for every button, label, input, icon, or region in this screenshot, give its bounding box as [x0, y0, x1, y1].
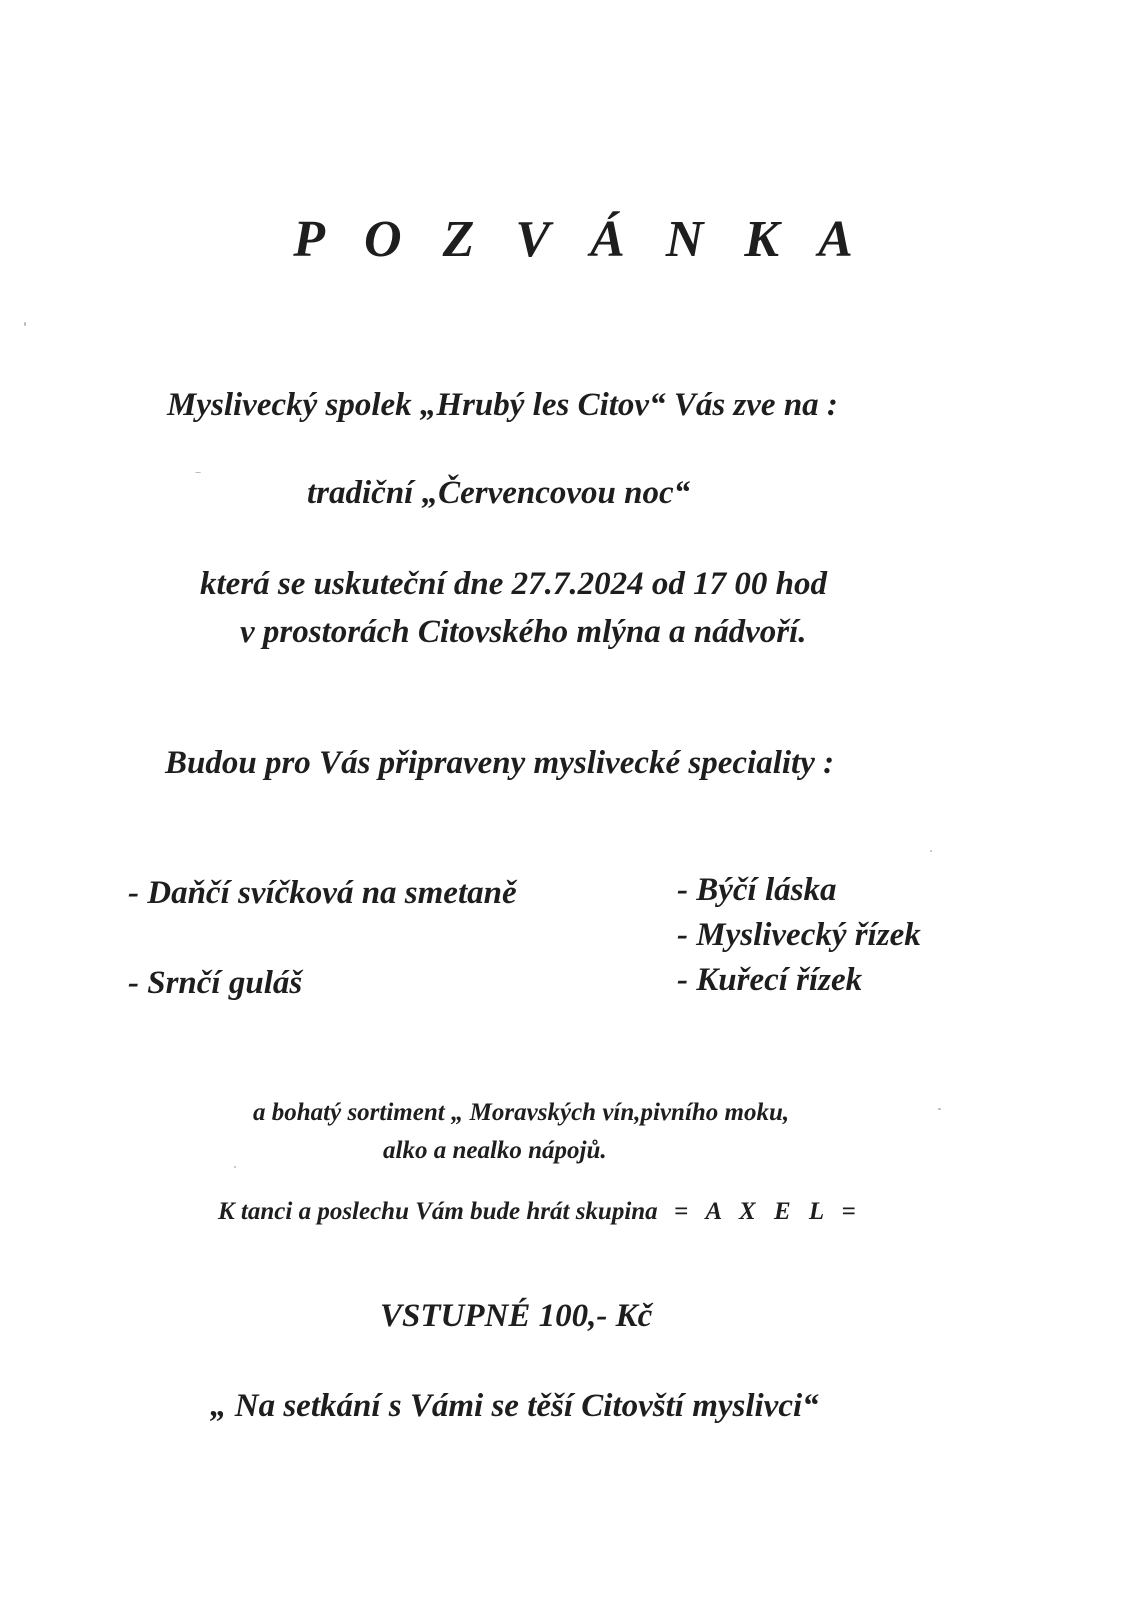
invitation-line-3: která se uskuteční dne 27.7.2024 od 17 00 hod — [200, 566, 828, 602]
scan-speck — [234, 1166, 236, 1168]
page-title: P O Z V Á N K A — [293, 211, 867, 268]
entry-fee: VSTUPNÉ 100,- Kč — [380, 1298, 653, 1334]
band-name: = A X E L = — [673, 1198, 862, 1225]
list-item: - Myslivecký řízek — [677, 917, 921, 953]
list-item: - Býčí láska — [677, 872, 837, 908]
drinks-line-1: a bohatý sortiment „ Moravských vín,pivního moku, — [253, 1099, 790, 1126]
scan-speck — [930, 850, 932, 852]
list-item: - Srnčí guláš — [128, 965, 303, 1001]
closing-line: „ Na setkání s Vámi se těší Citovští myslivci“ — [210, 1388, 819, 1424]
invitation-line-2: tradiční „Červencovou noc“ — [307, 475, 691, 511]
invitation-line-1: Myslivecký spolek „Hrubý les Citov“ Vás zve na : — [167, 387, 838, 423]
list-item: - Daňčí svíčková na smetaně — [128, 875, 517, 911]
music-text: K tanci a poslechu Vám bude hrát skupina — [218, 1198, 658, 1225]
drinks-line-2: alko a nealko nápojů. — [383, 1137, 607, 1164]
scan-speck — [24, 322, 26, 326]
specialties-heading: Budou pro Vás připraveny myslivecké speciality : — [165, 745, 835, 781]
music-line — [218, 1198, 862, 1226]
list-item: - Kuřecí řízek — [677, 962, 863, 998]
scan-speck — [195, 472, 201, 473]
scan-speck — [938, 1108, 941, 1110]
invitation-line-4: v prostorách Citovského mlýna a nádvoří. — [240, 614, 807, 650]
